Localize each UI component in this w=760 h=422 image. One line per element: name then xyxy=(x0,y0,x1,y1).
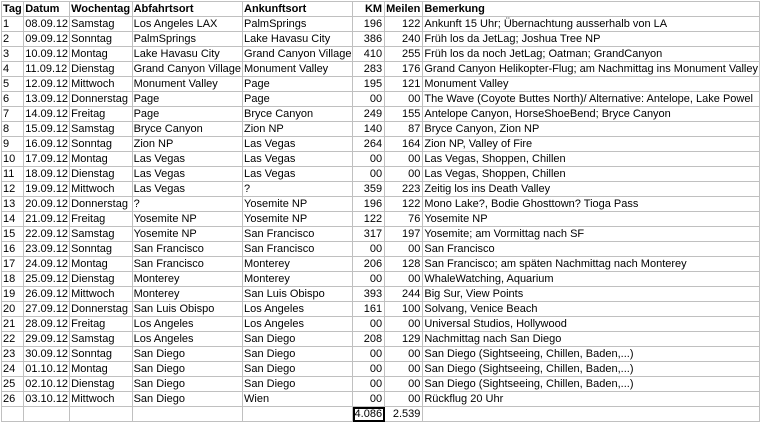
cell-meilen[interactable]: 128 xyxy=(385,257,423,272)
cell-km[interactable]: 00 xyxy=(353,377,385,392)
header-abfahrtsort[interactable]: Abfahrtsort xyxy=(132,2,242,17)
cell-abfahrtsort[interactable]: Lake Havasu City xyxy=(132,47,242,62)
cell-tag[interactable]: 11 xyxy=(2,167,24,182)
cell-datum[interactable]: 19.09.12 xyxy=(25,183,69,195)
cell-bemerkung[interactable]: San Diego (Sightseeing, Chillen, Baden,...) xyxy=(423,377,760,392)
table-row xyxy=(2,137,760,152)
cell-meilen[interactable]: 223 xyxy=(385,182,423,197)
cell-tag[interactable]: 13 xyxy=(2,197,24,212)
table-row xyxy=(2,182,760,197)
cell-bemerkung[interactable]: Universal Studios, Hollywood xyxy=(423,317,760,332)
table-row xyxy=(2,227,760,242)
cell-wochentag[interactable]: Dienstag xyxy=(70,62,133,77)
cell-datum[interactable]: 20.09.12 xyxy=(25,198,69,210)
cell-abfahrtsort[interactable]: PalmSprings xyxy=(132,32,242,47)
cell-bemerkung[interactable]: Antelope Canyon, HorseShoeBend; Bryce Canyon xyxy=(423,107,760,122)
cell-bemerkung[interactable]: Ankunft 15 Uhr; Übernachtung ausserhalb von LA xyxy=(423,17,760,32)
cell-meilen[interactable]: 122 xyxy=(385,17,423,32)
cell-meilen[interactable]: 197 xyxy=(385,227,423,242)
cell-datum[interactable]: 11.09.12 xyxy=(24,62,70,77)
cell-wochentag[interactable]: Montag xyxy=(70,362,133,377)
cell-ankunftsort[interactable]: San Francisco xyxy=(243,242,353,257)
header-tag[interactable]: Tag xyxy=(3,3,22,15)
cell-km[interactable]: 00 xyxy=(353,152,385,167)
cell-ankunftsort[interactable]: Los Angeles xyxy=(243,302,353,317)
itinerary-table xyxy=(1,1,760,422)
cell-tag[interactable]: 7 xyxy=(2,107,24,122)
cell-datum[interactable]: 22.09.12 xyxy=(25,228,69,240)
cell-tag[interactable]: 12 xyxy=(2,182,24,197)
cell-wochentag[interactable]: Montag xyxy=(70,152,133,167)
cell-abfahrtsort[interactable]: Monterey xyxy=(132,272,242,287)
cell-abfahrtsort[interactable]: San Diego xyxy=(132,362,242,377)
cell-bemerkung[interactable]: Mono Lake?, Bodie Ghosttown? Tioga Pass xyxy=(423,197,760,212)
cell-bemerkung[interactable]: Rückflug 20 Uhr xyxy=(423,392,760,407)
cell-km[interactable]: 00 xyxy=(353,272,385,287)
cell-abfahrtsort[interactable]: San Diego xyxy=(132,347,242,362)
cell-abfahrtsort[interactable]: Grand Canyon Village xyxy=(133,63,242,75)
cell-ankunftsort[interactable]: Zion NP xyxy=(243,122,353,137)
table-row xyxy=(2,362,760,377)
table-row xyxy=(2,272,760,287)
cell-datum[interactable]: 14.09.12 xyxy=(25,108,69,120)
cell-datum[interactable]: 29.09.12 xyxy=(25,333,69,345)
cell-wochentag[interactable]: Donnerstag xyxy=(70,302,133,317)
cell-km[interactable]: 208 xyxy=(353,332,385,347)
table-row xyxy=(2,347,760,362)
cell-datum[interactable]: 16.09.12 xyxy=(25,138,69,150)
cell-datum[interactable]: 02.10.12 xyxy=(25,378,69,390)
cell-meilen[interactable]: 00 xyxy=(385,167,423,182)
cell-datum[interactable]: 30.09.12 xyxy=(25,348,69,360)
cell-meilen[interactable]: 176 xyxy=(385,62,423,77)
cell-km[interactable]: 359 xyxy=(353,182,385,197)
cell-meilen[interactable]: 00 xyxy=(385,362,423,377)
cell-tag[interactable]: 5 xyxy=(2,77,24,92)
header-row xyxy=(2,2,760,17)
cell-km[interactable]: 00 xyxy=(353,347,385,362)
cell-bemerkung[interactable]: Zion NP, Valley of Fire xyxy=(423,137,760,152)
table-row xyxy=(2,317,760,332)
cell-abfahrtsort[interactable] xyxy=(132,407,242,422)
cell-datum[interactable]: 18.09.12 xyxy=(25,168,69,180)
cell-ankunftsort[interactable]: Las Vegas xyxy=(243,167,353,182)
cell-datum[interactable]: 15.09.12 xyxy=(25,123,69,135)
table-row xyxy=(2,47,760,62)
cell-bemerkung[interactable]: Bryce Canyon, Zion NP xyxy=(423,122,760,137)
cell-wochentag[interactable]: Montag xyxy=(70,257,133,272)
table-row xyxy=(2,302,760,317)
cell-tag[interactable]: 18 xyxy=(2,272,24,287)
cell-datum[interactable]: 28.09.12 xyxy=(25,318,69,330)
cell-meilen[interactable]: 00 xyxy=(385,272,423,287)
table-row xyxy=(2,92,760,107)
cell-km[interactable]: 264 xyxy=(353,137,385,152)
cell-abfahrtsort[interactable]: San Francisco xyxy=(132,242,242,257)
header-wochentag[interactable]: Wochentag xyxy=(71,3,131,15)
cell-km[interactable]: 161 xyxy=(353,302,385,317)
cell-ankunftsort[interactable]: Monterey xyxy=(243,257,353,272)
cell-wochentag[interactable]: Sonntag xyxy=(70,242,133,257)
cell-tag[interactable]: 24 xyxy=(2,362,24,377)
cell-wochentag[interactable] xyxy=(70,407,133,422)
cell-wochentag[interactable]: Donnerstag xyxy=(70,197,133,212)
cell-wochentag[interactable]: Donnerstag xyxy=(70,92,133,107)
cell-tag[interactable]: 2 xyxy=(2,32,24,47)
table-row xyxy=(2,377,760,392)
cell-datum[interactable]: 10.09.12 xyxy=(25,48,69,60)
table-row xyxy=(2,107,760,122)
cell-meilen[interactable]: 00 xyxy=(385,242,423,257)
cell-abfahrtsort[interactable]: Monterey xyxy=(132,287,242,302)
totals-row xyxy=(2,407,760,422)
cell-datum[interactable]: 26.09.12 xyxy=(25,288,69,300)
cell-meilen[interactable]: 164 xyxy=(385,137,423,152)
cell-abfahrtsort[interactable]: Las Vegas xyxy=(132,182,242,197)
cell-bemerkung[interactable]: Las Vegas, Shoppen, Chillen xyxy=(423,152,760,167)
cell-abfahrtsort[interactable]: Los Angeles LAX xyxy=(132,17,242,32)
cell-wochentag[interactable]: Mittwoch xyxy=(70,77,133,92)
cell-km[interactable]: 00 xyxy=(353,317,385,332)
cell-tag[interactable]: 19 xyxy=(2,287,24,302)
cell-wochentag[interactable]: Freitag xyxy=(70,317,133,332)
cell-bemerkung[interactable]: The Wave (Coyote Buttes North)/ Alternative: Antelope, Lake Powel xyxy=(423,92,760,107)
cell-datum[interactable]: 09.09.12 xyxy=(25,33,69,45)
table-row xyxy=(2,152,760,167)
cell-bemerkung[interactable]: Zeitig los ins Death Valley xyxy=(423,182,760,197)
cell-ankunftsort[interactable]: Monument Valley xyxy=(243,62,353,77)
cell-bemerkung[interactable]: Nachmittag nach San Diego xyxy=(423,332,760,347)
cell-km[interactable]: 206 xyxy=(353,257,385,272)
cell-km[interactable]: 122 xyxy=(353,212,385,227)
header-bemerkung[interactable]: Bemerkung xyxy=(423,2,760,17)
cell-bemerkung[interactable]: Las Vegas, Shoppen, Chillen xyxy=(423,167,760,182)
cell-meilen[interactable]: 155 xyxy=(385,107,423,122)
cell-abfahrtsort[interactable]: Los Angeles xyxy=(132,317,242,332)
cell-abfahrtsort[interactable]: Yosemite NP xyxy=(132,212,242,227)
cell-tag[interactable]: 14 xyxy=(2,212,24,227)
cell-wochentag[interactable]: Samstag xyxy=(70,17,133,32)
cell-tag[interactable]: 16 xyxy=(2,242,24,257)
cell-ankunftsort[interactable]: Yosemite NP xyxy=(243,197,353,212)
cell-bemerkung[interactable]: San Francisco xyxy=(423,242,760,257)
cell-bemerkung[interactable]: San Diego (Sightseeing, Chillen, Baden,...) xyxy=(423,347,760,362)
cell-bemerkung[interactable]: Früh los da noch JetLag; Oatman; GrandCanyon xyxy=(423,47,760,62)
cell-km[interactable]: 410 xyxy=(353,47,385,62)
cell-wochentag[interactable]: Dienstag xyxy=(70,272,133,287)
cell-abfahrtsort[interactable]: Las Vegas xyxy=(132,167,242,182)
cell-abfahrtsort[interactable]: San Diego xyxy=(132,377,242,392)
cell-wochentag[interactable]: Mittwoch xyxy=(70,182,133,197)
cell-km[interactable]: 00 xyxy=(353,242,385,257)
cell-ankunftsort[interactable]: Las Vegas xyxy=(243,137,353,152)
cell-ankunftsort[interactable] xyxy=(243,407,353,422)
header-datum[interactable]: Datum xyxy=(24,2,70,17)
cell-ankunftsort[interactable]: Page xyxy=(243,77,353,92)
cell-wochentag[interactable]: Samstag xyxy=(70,332,133,347)
cell-meilen[interactable]: 121 xyxy=(385,77,423,92)
cell-bemerkung[interactable]: WhaleWatching, Aquarium xyxy=(423,272,760,287)
cell-abfahrtsort[interactable]: San Luis Obispo xyxy=(132,302,242,317)
cell-datum[interactable]: 12.09.12 xyxy=(25,78,69,90)
table-row xyxy=(2,257,760,272)
cell-abfahrtsort[interactable]: Zion NP xyxy=(132,137,242,152)
cell-abfahrtsort[interactable]: Page xyxy=(132,107,242,122)
cell-wochentag[interactable]: Samstag xyxy=(70,227,133,242)
cell-ankunftsort[interactable]: PalmSprings xyxy=(243,17,353,32)
cell-ankunftsort[interactable]: San Diego xyxy=(243,377,353,392)
cell-meilen[interactable]: 00 xyxy=(385,152,423,167)
table-row xyxy=(2,392,760,407)
cell-ankunftsort[interactable]: Lake Havasu City xyxy=(243,32,353,47)
cell-tag[interactable]: 21 xyxy=(2,317,24,332)
table-row xyxy=(2,332,760,347)
cell-ankunftsort[interactable]: Los Angeles xyxy=(243,317,353,332)
cell-tag[interactable]: 6 xyxy=(2,92,24,107)
cell-ankunftsort[interactable]: Las Vegas xyxy=(243,152,353,167)
cell-km[interactable]: 00 xyxy=(353,92,385,107)
cell-bemerkung[interactable]: San Diego (Sightseeing, Chillen, Baden,...) xyxy=(423,362,760,377)
cell-tag[interactable]: 4 xyxy=(2,62,24,77)
table-row xyxy=(2,197,760,212)
cell-datum[interactable]: 13.09.12 xyxy=(25,93,69,105)
table-row xyxy=(2,62,760,77)
cell-ankunftsort[interactable]: Bryce Canyon xyxy=(243,107,353,122)
cell-ankunftsort[interactable]: San Diego xyxy=(243,332,353,347)
cell-ankunftsort[interactable]: Monterey xyxy=(243,272,353,287)
cell-tag[interactable]: 23 xyxy=(2,347,24,362)
header-km[interactable]: KM xyxy=(353,2,385,17)
cell-km[interactable]: 00 xyxy=(353,362,385,377)
cell-meilen[interactable]: 122 xyxy=(385,197,423,212)
cell-wochentag[interactable]: Sonntag xyxy=(70,32,133,47)
cell-ankunftsort[interactable]: San Francisco xyxy=(243,227,353,242)
cell-meilen[interactable]: 87 xyxy=(385,122,423,137)
cell-bemerkung[interactable] xyxy=(423,407,760,422)
cell-ankunftsort[interactable]: San Luis Obispo xyxy=(243,287,353,302)
cell-wochentag[interactable]: Freitag xyxy=(70,212,133,227)
cell-meilen[interactable]: 129 xyxy=(385,332,423,347)
cell-bemerkung[interactable]: Solvang, Venice Beach xyxy=(423,302,760,317)
cell-wochentag[interactable]: Mittwoch xyxy=(70,287,133,302)
cell-km[interactable]: 195 xyxy=(353,77,385,92)
cell-ankunftsort[interactable]: Yosemite NP xyxy=(243,212,353,227)
cell-tag[interactable]: 20 xyxy=(2,302,24,317)
table-row xyxy=(2,17,760,32)
cell-datum[interactable]: 21.09.12 xyxy=(25,213,69,225)
cell-ankunftsort[interactable]: San Diego xyxy=(243,362,353,377)
cell-abfahrtsort[interactable]: ? xyxy=(132,197,242,212)
cell-meilen[interactable]: 76 xyxy=(385,212,423,227)
cell-meilen[interactable]: 00 xyxy=(385,92,423,107)
table-row xyxy=(2,167,760,182)
cell-wochentag[interactable]: Dienstag xyxy=(70,377,133,392)
table-row xyxy=(2,212,760,227)
cell-meilen[interactable]: 240 xyxy=(385,32,423,47)
cell-tag[interactable]: 10 xyxy=(2,152,24,167)
cell-ankunftsort[interactable]: Page xyxy=(243,92,353,107)
cell-km[interactable]: 196 xyxy=(353,17,385,32)
cell-tag[interactable]: 17 xyxy=(2,257,24,272)
cell-meilen[interactable]: 00 xyxy=(385,392,423,407)
cell-ankunftsort[interactable]: San Diego xyxy=(243,347,353,362)
cell-wochentag[interactable]: Mittwoch xyxy=(70,392,133,407)
cell-datum[interactable]: 25.09.12 xyxy=(25,273,69,285)
cell-abfahrtsort[interactable]: Page xyxy=(132,92,242,107)
cell-tag[interactable]: 8 xyxy=(2,122,24,137)
cell-km[interactable]: 249 xyxy=(353,107,385,122)
cell-km[interactable]: 140 xyxy=(353,122,385,137)
cell-bemerkung[interactable]: Yosemite; am Vormittag nach SF xyxy=(423,227,760,242)
cell-wochentag[interactable]: Sonntag xyxy=(70,347,133,362)
cell-abfahrtsort[interactable]: Yosemite NP xyxy=(132,227,242,242)
cell-abfahrtsort[interactable]: Monument Valley xyxy=(132,77,242,92)
cell-meilen[interactable]: 00 xyxy=(385,317,423,332)
cell-abfahrtsort[interactable]: Los Angeles xyxy=(132,332,242,347)
cell-tag[interactable] xyxy=(2,407,24,422)
cell-ankunftsort[interactable]: Grand Canyon Village xyxy=(244,48,352,60)
total-meilen-cell[interactable]: 2.539 xyxy=(385,407,423,422)
cell-km[interactable]: 386 xyxy=(353,32,385,47)
cell-meilen[interactable]: 00 xyxy=(385,347,423,362)
cell-ankunftsort[interactable]: Wien xyxy=(243,392,353,407)
table-row xyxy=(2,32,760,47)
cell-tag[interactable]: 9 xyxy=(2,137,24,152)
table-row xyxy=(2,242,760,257)
cell-datum[interactable]: 23.09.12 xyxy=(25,243,69,255)
cell-km[interactable]: 317 xyxy=(353,227,385,242)
cell-bemerkung[interactable]: San Francisco; am späten Nachmittag nach Monterey xyxy=(423,257,760,272)
cell-abfahrtsort[interactable]: San Francisco xyxy=(132,257,242,272)
cell-datum[interactable]: 03.10.12 xyxy=(25,393,69,405)
cell-meilen[interactable]: 00 xyxy=(385,377,423,392)
cell-wochentag[interactable]: Samstag xyxy=(70,122,133,137)
header-ankunftsort[interactable]: Ankunftsort xyxy=(243,2,353,17)
cell-datum[interactable]: 27.09.12 xyxy=(25,303,69,315)
cell-datum[interactable] xyxy=(24,407,70,422)
cell-km[interactable]: 393 xyxy=(353,287,385,302)
table-row xyxy=(2,122,760,137)
cell-bemerkung[interactable]: Früh los da JetLag; Joshua Tree NP xyxy=(423,32,760,47)
cell-wochentag[interactable]: Freitag xyxy=(70,107,133,122)
cell-km[interactable]: 00 xyxy=(353,392,385,407)
cell-bemerkung[interactable]: Yosemite NP xyxy=(423,212,760,227)
cell-wochentag[interactable]: Sonntag xyxy=(70,137,133,152)
cell-datum[interactable]: 24.09.12 xyxy=(25,258,69,270)
cell-meilen[interactable]: 100 xyxy=(385,302,423,317)
cell-ankunftsort[interactable]: ? xyxy=(243,182,353,197)
cell-abfahrtsort[interactable]: Bryce Canyon xyxy=(132,122,242,137)
cell-meilen[interactable]: 244 xyxy=(385,287,423,302)
cell-km[interactable]: 196 xyxy=(353,197,385,212)
table-row xyxy=(2,77,760,92)
cell-datum[interactable]: 08.09.12 xyxy=(25,18,69,30)
cell-tag[interactable]: 25 xyxy=(2,377,24,392)
cell-meilen[interactable]: 255 xyxy=(385,47,423,62)
cell-tag[interactable]: 15 xyxy=(2,227,24,242)
table-row xyxy=(2,287,760,302)
cell-abfahrtsort[interactable]: San Diego xyxy=(132,392,242,407)
cell-bemerkung[interactable]: Big Sur, View Points xyxy=(423,287,760,302)
total-km-cell[interactable]: 4.086 xyxy=(353,407,385,422)
cell-datum[interactable]: 17.09.12 xyxy=(25,153,69,165)
cell-bemerkung[interactable]: Grand Canyon Helikopter-Flug; am Nachmittag ins Monument Valley xyxy=(424,63,758,75)
cell-bemerkung[interactable]: Monument Valley xyxy=(423,77,760,92)
header-meilen[interactable]: Meilen xyxy=(385,2,423,17)
cell-wochentag[interactable]: Montag xyxy=(70,47,133,62)
cell-tag[interactable]: 1 xyxy=(2,17,24,32)
cell-tag[interactable]: 3 xyxy=(2,47,24,62)
cell-tag[interactable]: 26 xyxy=(2,392,24,407)
cell-tag[interactable]: 22 xyxy=(2,332,24,347)
cell-datum[interactable]: 01.10.12 xyxy=(25,363,69,375)
cell-km[interactable]: 00 xyxy=(353,167,385,182)
cell-km[interactable]: 283 xyxy=(353,62,385,77)
cell-wochentag[interactable]: Dienstag xyxy=(70,167,133,182)
cell-abfahrtsort[interactable]: Las Vegas xyxy=(132,152,242,167)
